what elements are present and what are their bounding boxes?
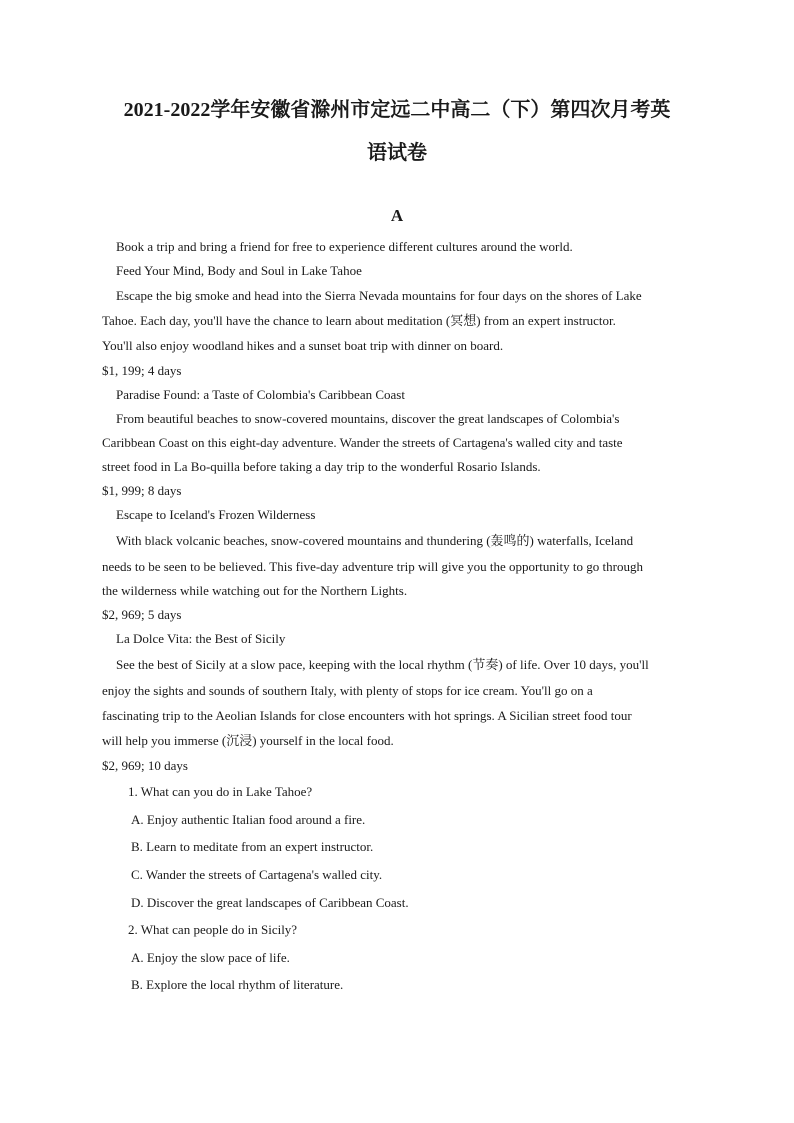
question-1-option-c: C. Wander the streets of Cartagena's walled city. — [131, 867, 383, 882]
page-title-line2: 语试卷 — [367, 142, 427, 164]
question-1-option-d: D. Discover the great landscapes of Caribbean Coast. — [131, 895, 409, 910]
trip-price: $1, 999; 8 days — [102, 483, 182, 498]
trip-description-line: From beautiful beaches to snow-covered mountains, discover the great landscapes of Colombia's — [116, 411, 620, 426]
trip-price: $2, 969; 10 days — [102, 758, 188, 773]
trip-price: $2, 969; 5 days — [102, 607, 182, 622]
intro-text: Book a trip and bring a friend for free to experience different cultures around the world. — [116, 239, 573, 254]
trip-description-line: Tahoe. Each day, you'll have the chance to learn about meditation (冥想) from an expert instructor. — [102, 313, 616, 328]
trip-description-line: With black volcanic beaches, snow-covered mountains and thundering (轰鸣的) waterfalls, Iceland — [116, 533, 634, 548]
question-1-option-b: B. Learn to meditate from an expert instructor. — [131, 839, 374, 854]
trip-description-line: street food in La Bo-quilla before taking a day trip to the wonderful Rosario Islands. — [102, 459, 541, 474]
question-1-option-a: A. Enjoy authentic Italian food around a fire. — [131, 812, 366, 827]
trip-title: Paradise Found: a Taste of Colombia's Caribbean Coast — [116, 387, 405, 402]
trip-title: Escape to Iceland's Frozen Wilderness — [116, 507, 316, 522]
trip-description-line: See the best of Sicily at a slow pace, keeping with the local rhythm (节奏) of life. Over 10 days, you'll — [116, 657, 649, 672]
trip-description-line: Escape the big smoke and head into the Sierra Nevada mountains for four days on the shores of Lake — [116, 288, 642, 303]
question-1: 1. What can you do in Lake Tahoe? — [128, 784, 313, 799]
trip-description-line: will help you immerse (沉浸) yourself in the local food. — [102, 733, 394, 748]
trip-description-line: fascinating trip to the Aeolian Islands for close encounters with hot springs. A Sicilian street food tour — [102, 708, 632, 723]
trip-description-line: needs to be seen to be believed. This five-day adventure trip will give you the opportunity to go through — [102, 559, 643, 574]
section-heading: A — [390, 206, 404, 225]
trip-price: $1, 199; 4 days — [102, 363, 182, 378]
trip-description-line: Caribbean Coast on this eight-day adventure. Wander the streets of Cartagena's walled city and taste — [102, 435, 623, 450]
trip-description-line: You'll also enjoy woodland hikes and a sunset boat trip with dinner on board. — [102, 338, 504, 353]
question-2-option-a: A. Enjoy the slow pace of life. — [131, 950, 290, 965]
trip-description-line: enjoy the sights and sounds of southern Italy, with plenty of stops for ice cream. You'll go on a — [102, 683, 593, 698]
trip-description-line: the wilderness while watching out for the Northern Lights. — [102, 583, 408, 598]
trip-title: La Dolce Vita: the Best of Sicily — [116, 631, 286, 646]
page-title-line1: 2021-2022学年安徽省滁州市定远二中高二（下）第四次月考英 — [123, 99, 671, 121]
trip-title: Feed Your Mind, Body and Soul in Lake Tahoe — [116, 263, 362, 278]
question-2-option-b: B. Explore the local rhythm of literature. — [131, 977, 344, 992]
question-2: 2. What can people do in Sicily? — [128, 922, 298, 937]
